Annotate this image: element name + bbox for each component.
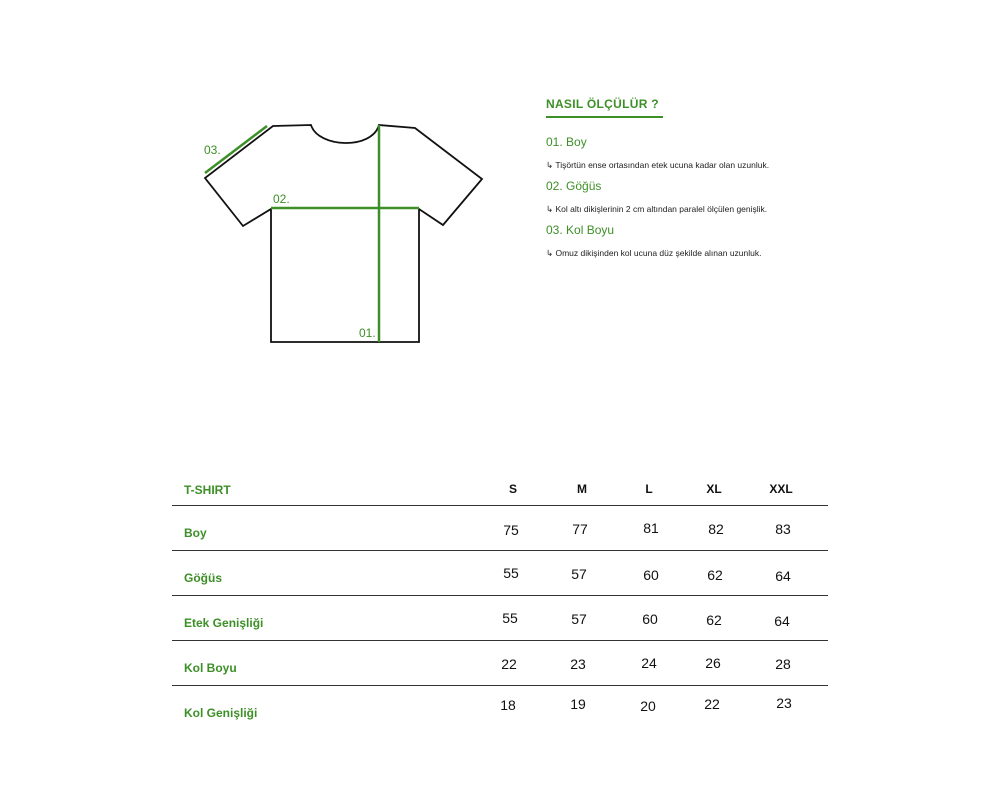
step-kol-boyu-desc: ↳ Omuz dikişinden kol ucuna düz şekilde alınan uzunluk. bbox=[546, 248, 762, 258]
table-cell: 22 bbox=[501, 656, 517, 672]
table-cell: 19 bbox=[570, 696, 586, 712]
table-cell: 83 bbox=[775, 521, 791, 537]
table-row bbox=[172, 686, 828, 730]
row-label: Kol Genişliği bbox=[184, 706, 258, 720]
row-label: Kol Boyu bbox=[184, 661, 237, 675]
step-gogus-title: 02. Göğüs bbox=[546, 179, 602, 193]
table-cell: 77 bbox=[572, 521, 588, 537]
size-header: L bbox=[645, 482, 653, 496]
label-03: 03. bbox=[204, 143, 221, 157]
table-cell: 64 bbox=[775, 568, 791, 584]
row-label: Boy bbox=[184, 526, 207, 540]
step-kol-boyu-title: 03. Kol Boyu bbox=[546, 223, 615, 237]
table-cell: 57 bbox=[571, 566, 587, 582]
step-boy-desc: ↳ Tişörtün ense ortasından etek ucuna kadar olan uzunluk. bbox=[546, 160, 770, 170]
step-gogus-desc: ↳ Kol altı dikişlerinin 2 cm altından paralel ölçülen genişlik. bbox=[546, 204, 768, 214]
table-cell: 18 bbox=[500, 697, 516, 713]
label-01: 01. bbox=[359, 326, 376, 340]
how-to-measure-title: NASIL ÖLÇÜLÜR ? bbox=[546, 97, 663, 118]
size-header: S bbox=[508, 482, 517, 496]
table-cell: 57 bbox=[571, 611, 587, 627]
table-cell: 22 bbox=[704, 696, 720, 712]
size-header: XL bbox=[706, 482, 722, 496]
label-02: 02. bbox=[273, 192, 290, 206]
size-table bbox=[172, 474, 828, 730]
step-boy-title: 01. Boy bbox=[546, 135, 587, 149]
table-row bbox=[172, 596, 828, 641]
table-row bbox=[172, 551, 828, 596]
table-cell: 75 bbox=[503, 522, 519, 538]
table-cell: 82 bbox=[708, 521, 724, 537]
size-header: XXL bbox=[769, 482, 793, 496]
table-cell: 81 bbox=[643, 520, 659, 536]
table-cell: 60 bbox=[642, 611, 658, 627]
table-title: T-SHIRT bbox=[184, 483, 231, 497]
table-header bbox=[172, 474, 828, 506]
table-cell: 26 bbox=[705, 655, 721, 671]
table-row bbox=[172, 641, 828, 686]
table-cell: 62 bbox=[707, 567, 723, 583]
table-cell: 28 bbox=[775, 656, 791, 672]
table-cell: 62 bbox=[706, 612, 722, 628]
table-cell: 55 bbox=[503, 565, 519, 581]
table-cell: 20 bbox=[640, 698, 656, 714]
table-cell: 24 bbox=[641, 655, 657, 671]
table-cell: 23 bbox=[570, 656, 586, 672]
size-header: M bbox=[577, 482, 587, 496]
row-label: Etek Genişliği bbox=[184, 616, 264, 630]
table-cell: 60 bbox=[643, 567, 659, 583]
tshirt-outline bbox=[205, 125, 482, 342]
table-cell: 64 bbox=[774, 613, 790, 629]
table-cell: 55 bbox=[502, 610, 518, 626]
row-label: Göğüs bbox=[184, 571, 222, 585]
table-cell: 23 bbox=[776, 695, 792, 711]
table-row bbox=[172, 506, 828, 551]
how-to-measure bbox=[546, 95, 846, 318]
